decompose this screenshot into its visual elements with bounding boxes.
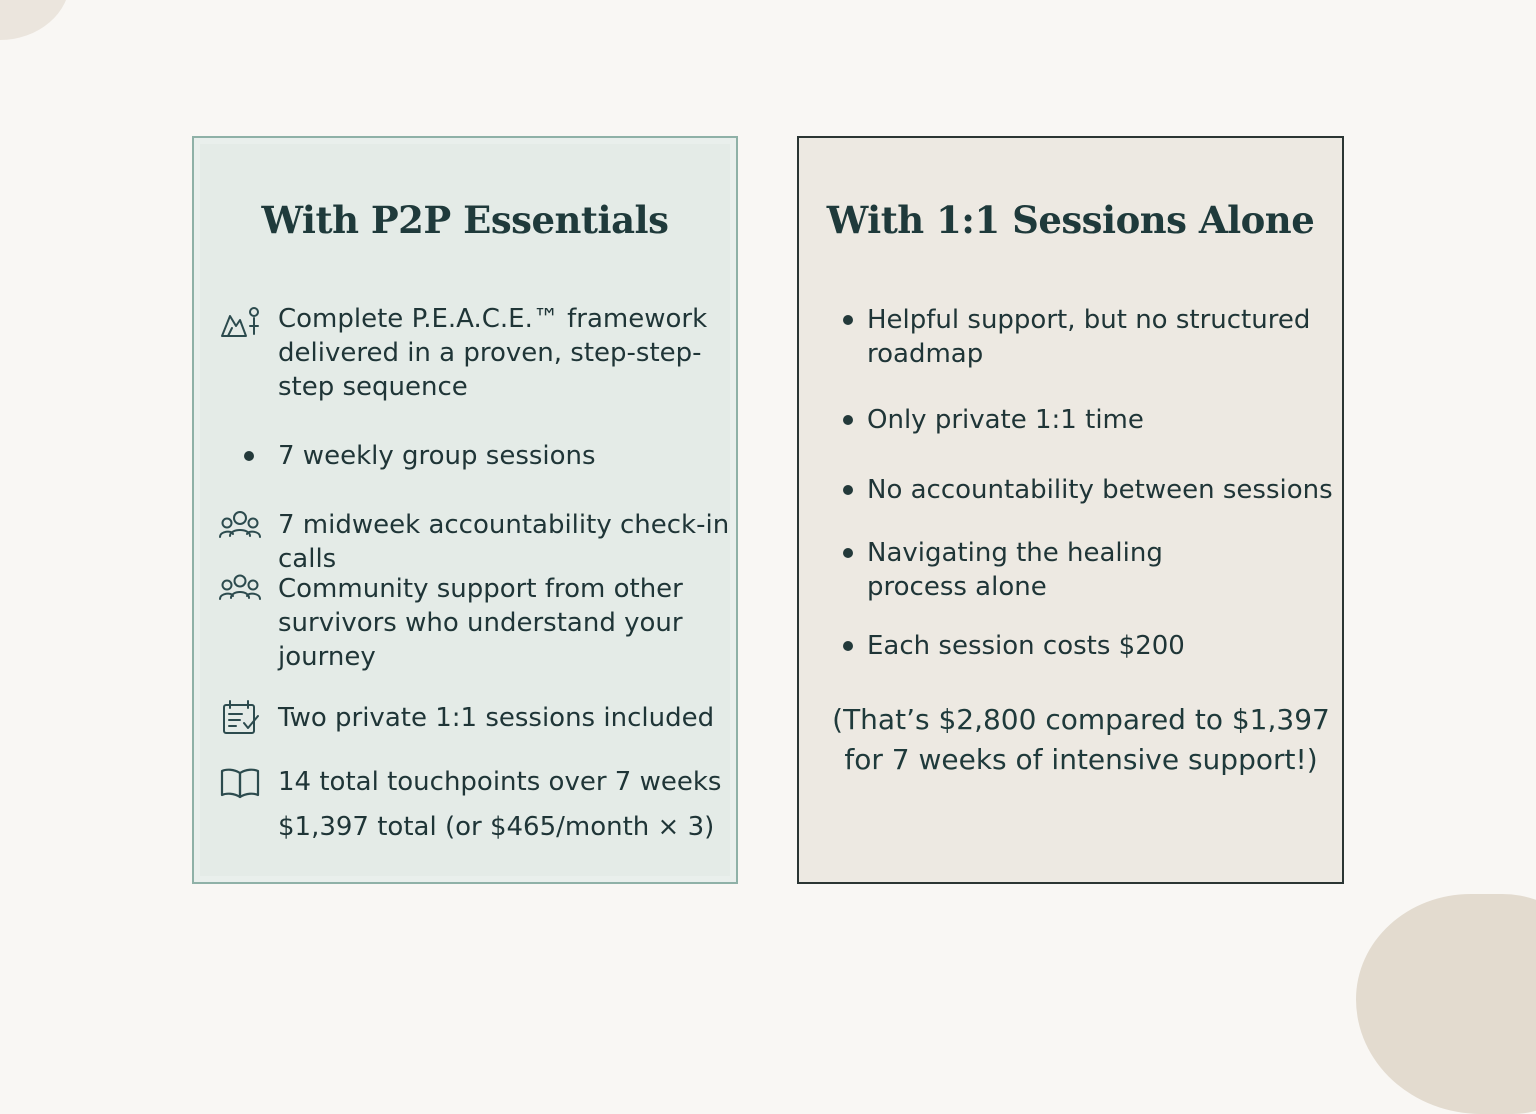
decorative-blob-bottom-right [1356, 894, 1536, 1114]
list-item: 7 weekly group sessions [278, 441, 596, 471]
bullet-icon [843, 315, 853, 325]
bullet-icon [843, 485, 853, 495]
cost-comparison-note: (That’s $2,800 compared to $1,397 for 7 weeks of intensive support!) [832, 703, 1330, 776]
list-item: Each session costs $200 [867, 631, 1185, 661]
one-on-one-sessions-card [797, 136, 1344, 884]
framework-icon [218, 304, 262, 344]
list-item: 7 midweek accountability check-in calls [278, 510, 730, 574]
bullet-icon [843, 415, 853, 425]
list-item: Complete P.E.A.C.E.™ framework delivered in a proven, step-step-step sequence [278, 304, 708, 402]
list-item: Community support from other survivors who understand your journey [278, 574, 683, 672]
book-icon [218, 763, 262, 803]
list-item: Navigating the healing process alone [867, 538, 1163, 602]
list-item: Helpful support, but no structured roadmap [867, 305, 1311, 369]
group-icon [218, 506, 262, 546]
list-item: Two private 1:1 sessions included [278, 703, 715, 733]
list-item: No accountability between sessions [867, 475, 1333, 505]
checklist-icon [218, 699, 262, 739]
decorative-blob-top-left [0, 0, 70, 40]
card-title: With P2P Essentials [261, 198, 669, 242]
list-item: Only private 1:1 time [867, 405, 1144, 435]
bullet-icon [244, 451, 254, 461]
community-icon [218, 570, 262, 610]
card-title: With 1:1 Sessions Alone [826, 198, 1315, 242]
bullet-icon [843, 641, 853, 651]
list-item: 14 total touchpoints over 7 weeks [278, 767, 722, 797]
bullet-icon [843, 548, 853, 558]
price-text: $1,397 total (or $465/month × 3) [278, 812, 715, 842]
p2p-essentials-card [192, 136, 738, 884]
